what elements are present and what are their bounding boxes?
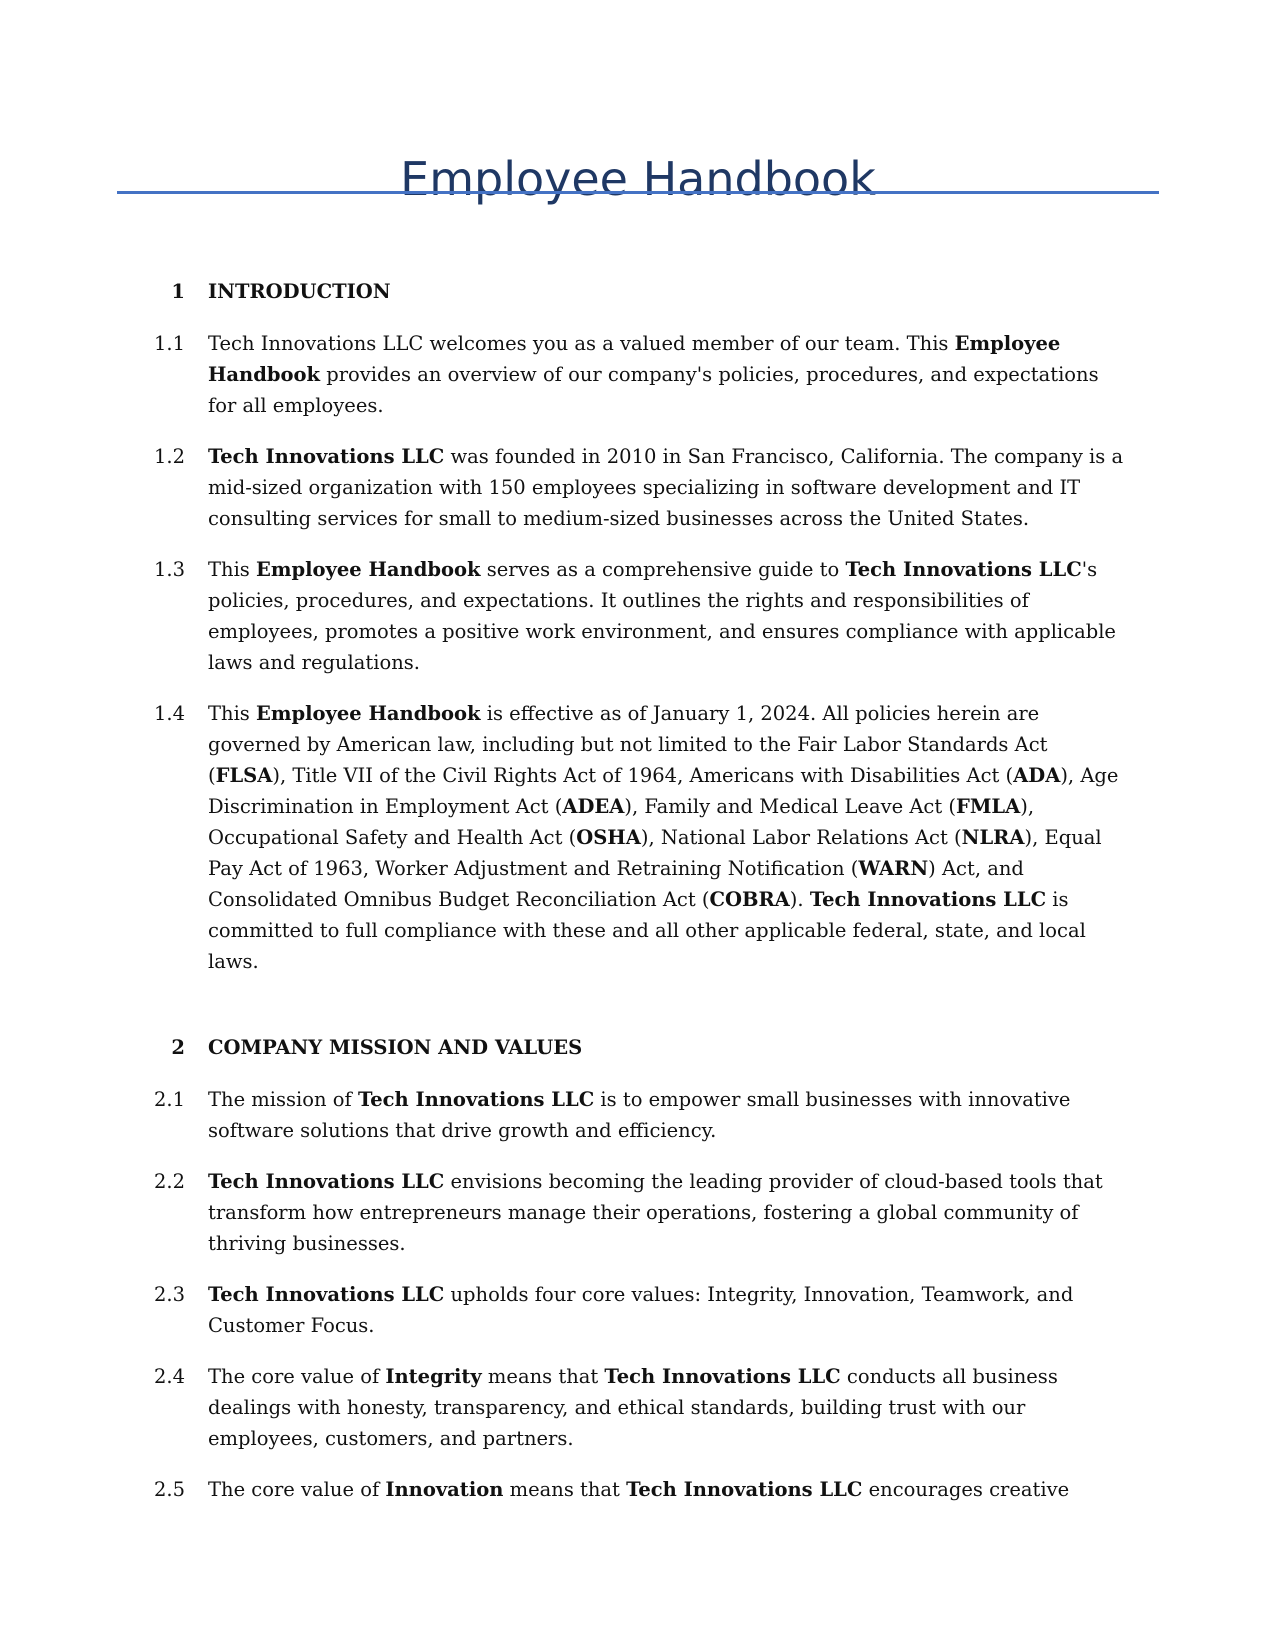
bold-term: Tech Innovations LLC bbox=[208, 1283, 445, 1306]
text-run: ), National Labor Relations Act ( bbox=[640, 826, 962, 849]
section bbox=[0, 276, 1275, 977]
text-run: The core value of bbox=[208, 1365, 386, 1388]
text-run: encourages creative bbox=[862, 1478, 1070, 1501]
bold-term: Employee Handbook bbox=[256, 558, 481, 581]
bold-term: FLSA bbox=[215, 764, 273, 787]
bold-term: ADEA bbox=[562, 795, 625, 818]
text-run: serves as a comprehensive guide to bbox=[480, 558, 846, 581]
text-run: was founded in 2010 in San Francisco, California. The company is a mid-sized organization with 150 employees specializing in software development and IT consulting services for small to medium-sized businesses across the United States. bbox=[208, 445, 1124, 530]
document-body bbox=[0, 276, 1275, 1525]
text-run: ). bbox=[789, 888, 810, 911]
bold-term: OSHA bbox=[576, 826, 641, 849]
text-run: conducts all business dealings with honesty, transparency, and ethical standards, building trust with our employees, customers, and partners. bbox=[208, 1365, 1058, 1450]
text-run: The core value of bbox=[208, 1478, 386, 1501]
bold-term: Tech Innovations LLC bbox=[809, 888, 1047, 911]
paragraph-text bbox=[208, 1166, 1128, 1259]
text-run: is to empower small businesses with innovative software solutions that drive growth and efficiency. bbox=[208, 1088, 1071, 1142]
text-run: provides an overview of our company's policies, procedures, and expectations for all employees. bbox=[208, 363, 1099, 417]
section-number: 2 bbox=[171, 1036, 185, 1059]
paragraph-text bbox=[208, 441, 1128, 534]
text-run: This bbox=[208, 558, 257, 581]
text-run: ), Family and Medical Leave Act ( bbox=[624, 795, 956, 818]
text-run: ), Equal Pay Act of 1963, Worker Adjustment and Retraining Notification ( bbox=[208, 826, 1102, 880]
paragraph-text bbox=[208, 1279, 1128, 1341]
paragraph-text bbox=[208, 1084, 1128, 1146]
bold-term: Tech Innovations LLC bbox=[604, 1365, 841, 1388]
text-run: ), Age Discrimination in Employment Act ( bbox=[208, 764, 1119, 818]
section bbox=[0, 1032, 1275, 1505]
paragraph-text bbox=[208, 698, 1128, 977]
paragraph-number: 2.2 bbox=[153, 1170, 185, 1193]
numbered-paragraph bbox=[0, 698, 1275, 977]
text-run: ), Title VII of the Civil Rights Act of 1964, Americans with Disabilities Act ( bbox=[272, 764, 1014, 787]
text-run: is effective as of January 1, 2024. All policies herein are governed by American law, including but not limited to the Fair Labor Standards Act ( bbox=[208, 702, 1048, 787]
document-title: Employee Handbook bbox=[400, 151, 876, 206]
bold-term: ADA bbox=[1013, 764, 1061, 787]
numbered-paragraph bbox=[0, 554, 1275, 678]
bold-term: Innovation bbox=[385, 1478, 504, 1501]
bold-term: Tech Innovations LLC bbox=[208, 445, 445, 468]
numbered-paragraph bbox=[0, 1084, 1275, 1146]
bold-term: Tech Innovations LLC bbox=[357, 1088, 595, 1111]
paragraph-number: 2.4 bbox=[153, 1365, 185, 1388]
text-run: upholds four core values: Integrity, Innovation, Teamwork, and Customer Focus. bbox=[208, 1283, 1074, 1337]
paragraph-number: 1.3 bbox=[153, 558, 185, 581]
text-run: ) Act, and Consolidated Omnibus Budget Reconciliation Act ( bbox=[208, 857, 1024, 911]
bold-term: Integrity bbox=[385, 1365, 482, 1388]
bold-term: COBRA bbox=[709, 888, 790, 911]
text-run: envisions becoming the leading provider of cloud-based tools that transform how entrepreneurs manage their operations, fostering a global community of thriving businesses. bbox=[208, 1170, 1103, 1255]
paragraph-number: 1.4 bbox=[153, 702, 185, 725]
text-run: ), Occupational Safety and Health Act ( bbox=[208, 795, 1035, 849]
paragraph-number: 2.1 bbox=[153, 1088, 185, 1111]
text-run: The mission of bbox=[208, 1088, 358, 1111]
bold-term: Tech Innovations LLC bbox=[845, 558, 1082, 581]
text-run: This bbox=[208, 702, 257, 725]
section-title: INTRODUCTION bbox=[208, 280, 391, 303]
text-run: means that bbox=[481, 1365, 605, 1388]
text-run: is committed to full compliance with these and all other applicable federal, state, and local laws. bbox=[208, 888, 1086, 973]
bold-term: Tech Innovations LLC bbox=[208, 1170, 445, 1193]
numbered-paragraph bbox=[0, 441, 1275, 534]
paragraph-text bbox=[208, 328, 1128, 421]
numbered-paragraph bbox=[0, 1166, 1275, 1259]
bold-term: NLRA bbox=[961, 826, 1025, 849]
numbered-paragraph bbox=[0, 1474, 1275, 1505]
bold-term: Employee Handbook bbox=[256, 702, 481, 725]
text-run: 's policies, procedures, and expectations. It outlines the rights and responsibilities of employees, promotes a positive work environment, and ensures compliance with applicable laws and regulations. bbox=[208, 558, 1116, 674]
section-heading bbox=[0, 1032, 1275, 1063]
paragraph-text bbox=[208, 1474, 1128, 1505]
paragraph-text bbox=[208, 1361, 1128, 1454]
numbered-paragraph bbox=[0, 1361, 1275, 1454]
section-heading bbox=[0, 276, 1275, 307]
paragraph-number: 2.3 bbox=[153, 1283, 185, 1306]
bold-term: WARN bbox=[858, 857, 929, 880]
paragraph-number: 1.1 bbox=[153, 332, 185, 355]
bold-term: Tech Innovations LLC bbox=[626, 1478, 863, 1501]
text-run: Tech Innovations LLC welcomes you as a valued member of our team. This bbox=[208, 332, 955, 355]
numbered-paragraph bbox=[0, 1279, 1275, 1341]
text-run: means that bbox=[503, 1478, 627, 1501]
bold-term: FMLA bbox=[955, 795, 1021, 818]
paragraph-number: 1.2 bbox=[153, 445, 185, 468]
paragraph-text bbox=[208, 554, 1128, 678]
section-number: 1 bbox=[171, 280, 185, 303]
title-underline bbox=[117, 191, 1159, 194]
numbered-paragraph bbox=[0, 328, 1275, 421]
bold-term: Employee Handbook bbox=[208, 332, 1061, 386]
paragraph-number: 2.5 bbox=[153, 1478, 185, 1501]
section-title: COMPANY MISSION AND VALUES bbox=[208, 1036, 583, 1059]
